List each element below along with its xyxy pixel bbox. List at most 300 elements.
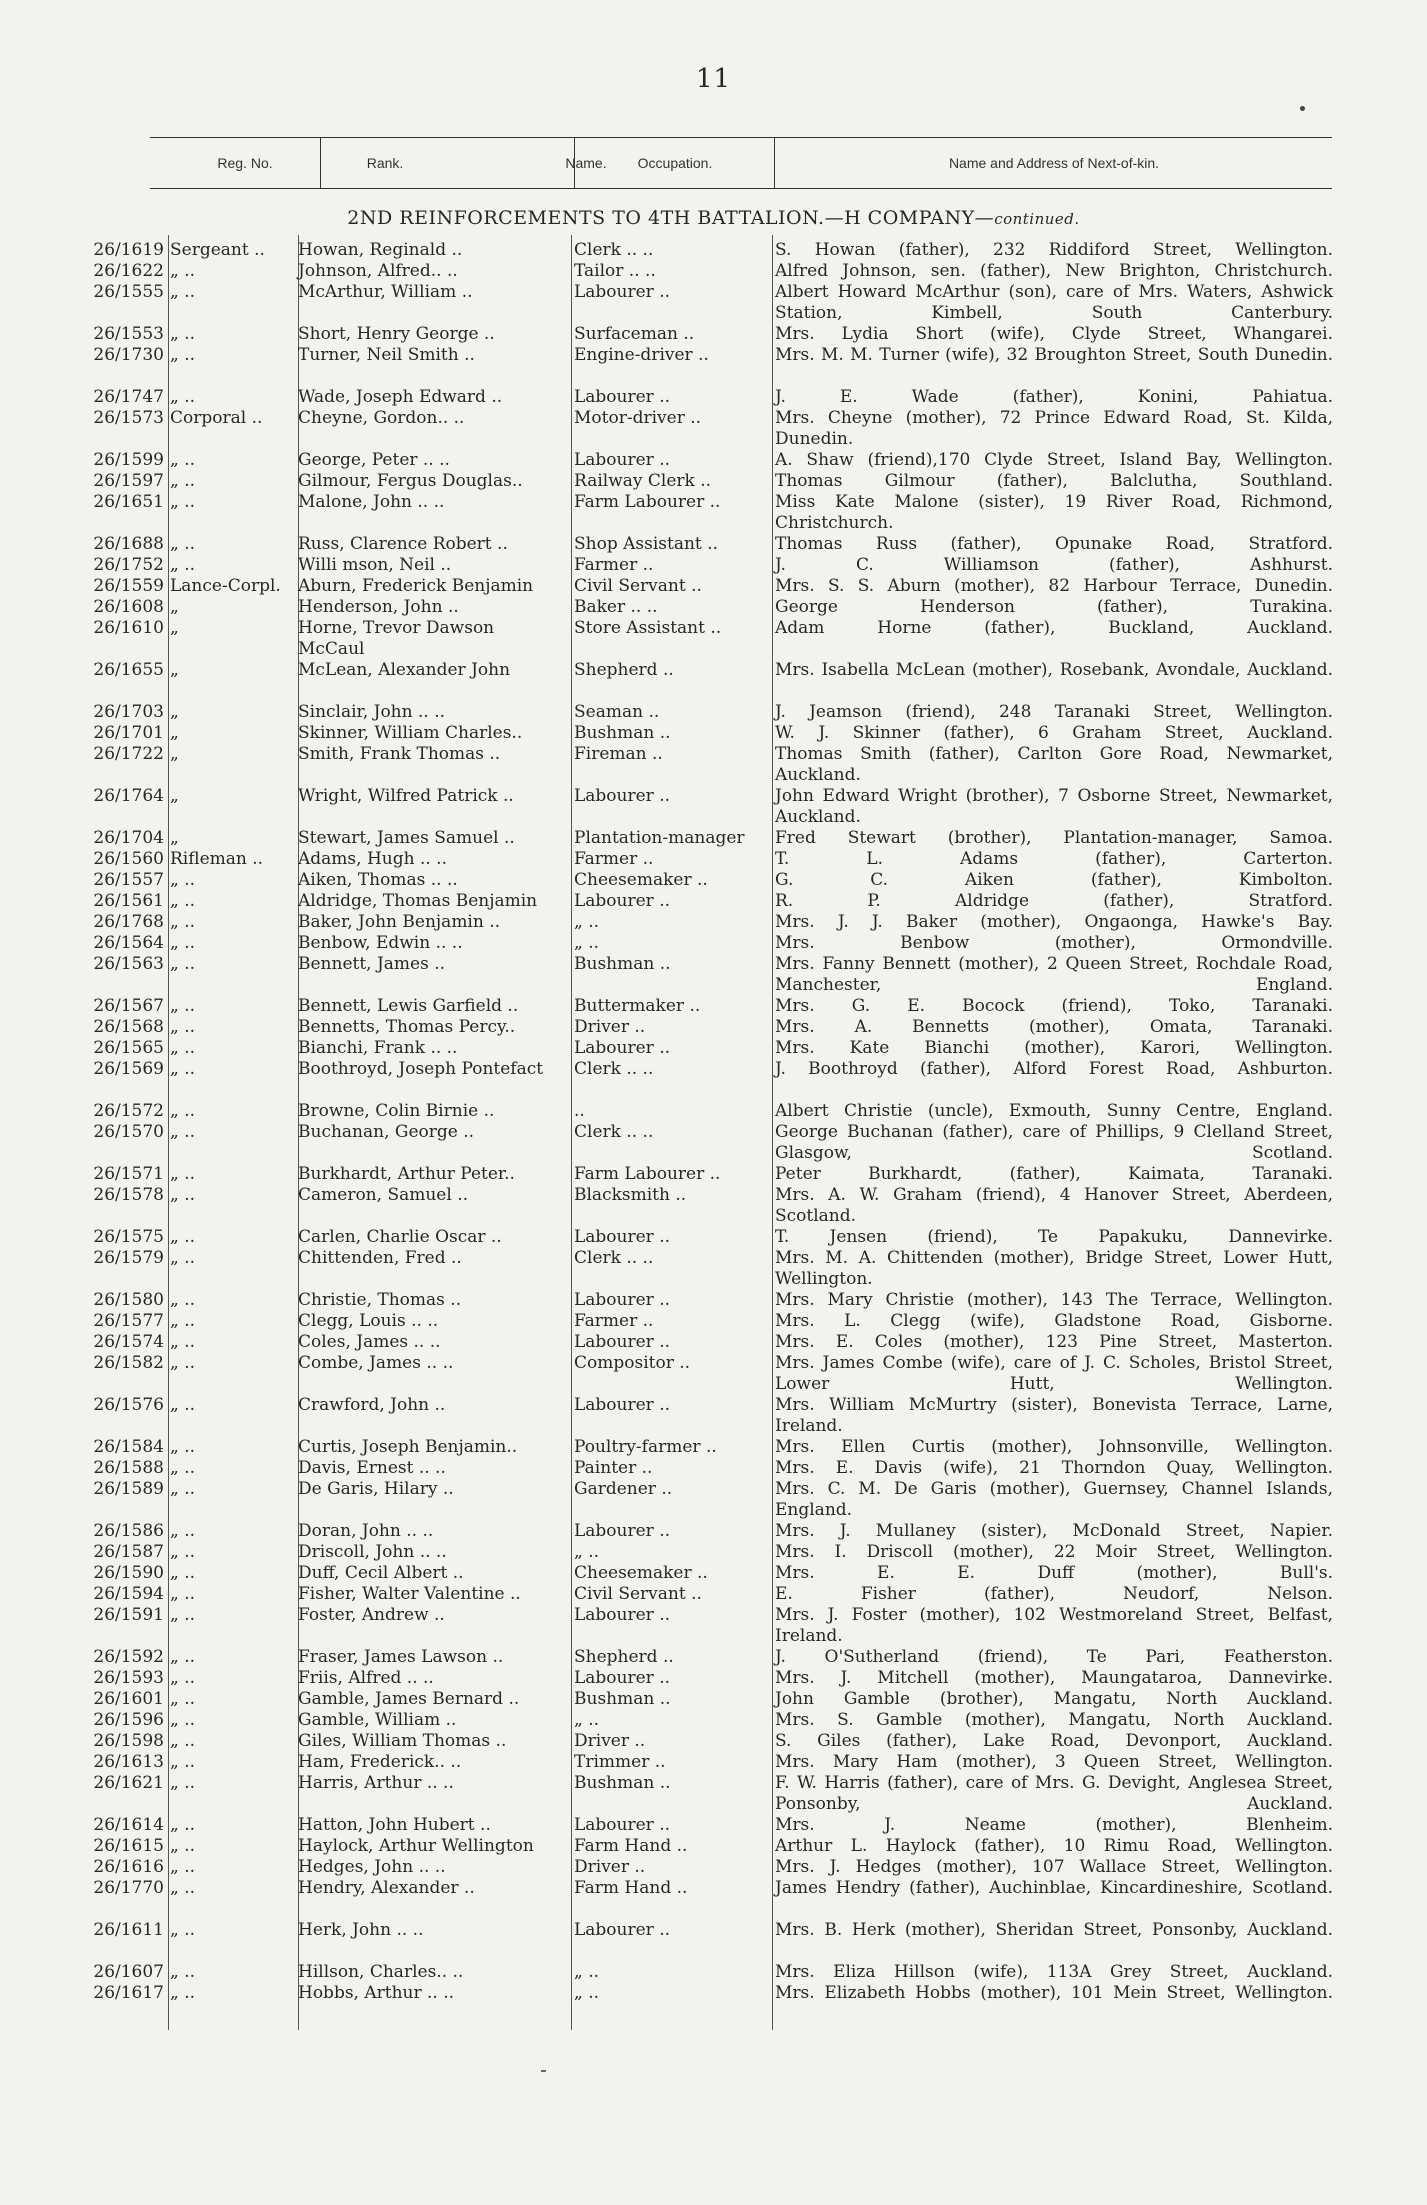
cell-name: Wade, Joseph Edward ..: [298, 387, 503, 407]
cell-reg-no: 26/1577: [93, 1311, 164, 1331]
cell-next-of-kin: Mrs. J. Neame (mother), Blenheim.: [775, 1815, 1333, 1835]
cell-reg-no: 26/1591: [93, 1605, 164, 1625]
cell-name: Russ, Clarence Robert ..: [298, 534, 508, 554]
cell-occupation: Seaman ..: [574, 702, 660, 722]
cell-name: George, Peter .. ..: [298, 450, 450, 470]
cell-reg-no: 26/1576: [93, 1395, 164, 1415]
cell-next-of-kin: Mrs. Elizabeth Hobbs (mother), 101 Mein Street, Wellington.: [775, 1983, 1333, 2003]
cell-name: Harris, Arthur .. ..: [298, 1773, 454, 1793]
cell-next-of-kin: John Edward Wright (brother), 7 Osborne Street, Newmarket, Auckland.: [775, 786, 1333, 827]
cell-occupation: Bushman ..: [574, 954, 671, 974]
cell-name: Fisher, Walter Valentine ..: [298, 1584, 521, 1604]
cell-reg-no: 26/1557: [93, 870, 164, 890]
cell-occupation: Driver ..: [574, 1857, 646, 1877]
cell-occupation: „ ..: [574, 1962, 600, 1982]
header-name: Name.: [565, 155, 607, 171]
cell-rank: „ ..: [170, 1437, 196, 1457]
cell-occupation: Labourer ..: [574, 450, 671, 470]
cell-rank: „ ..: [170, 1164, 196, 1184]
cell-name: Willi mson, Neil ..: [298, 555, 452, 575]
cell-rank: „ ..: [170, 555, 196, 575]
cell-reg-no: 26/1619: [93, 240, 164, 260]
cell-rank: „ ..: [170, 1311, 196, 1331]
header-spacer: [150, 138, 170, 188]
cell-name: Giles, William Thomas ..: [298, 1731, 507, 1751]
cell-next-of-kin: Mrs. Kate Bianchi (mother), Karori, Wellington.: [775, 1038, 1333, 1058]
cell-rank: „ ..: [170, 282, 196, 302]
cell-next-of-kin: J. O'Sutherland (friend), Te Pari, Featherston.: [775, 1647, 1333, 1667]
cell-reg-no: 26/1553: [93, 324, 164, 344]
cell-rank: „ ..: [170, 1647, 196, 1667]
cell-rank: „: [170, 723, 179, 743]
cell-rank: „ ..: [170, 1290, 196, 1310]
cell-next-of-kin: T. Jensen (friend), Te Papakuku, Dannevirke.: [775, 1227, 1333, 1247]
cell-rank: „ ..: [170, 261, 196, 281]
cell-rank: „ ..: [170, 1815, 196, 1835]
header-occupation: Occupation.: [574, 138, 775, 188]
cell-name: Herk, John .. ..: [298, 1920, 424, 1940]
cell-rank: „ ..: [170, 1668, 196, 1688]
cell-occupation: Labourer ..: [574, 387, 671, 407]
cell-next-of-kin: Thomas Gilmour (father), Balclutha, Southland.: [775, 471, 1333, 491]
cell-reg-no: 26/1730: [93, 345, 164, 365]
cell-name: Sinclair, John .. ..: [298, 702, 445, 722]
cell-next-of-kin: Mrs. Mary Ham (mother), 3 Queen Street, Wellington.: [775, 1752, 1333, 1772]
cell-next-of-kin: Mrs. William McMurtry (sister), Bonevista Terrace, Larne, Ireland.: [775, 1395, 1333, 1436]
cell-occupation: Labourer ..: [574, 1668, 671, 1688]
cell-next-of-kin: Mrs. Ellen Curtis (mother), Johnsonville, Wellington.: [775, 1437, 1333, 1457]
cell-next-of-kin: Miss Kate Malone (sister), 19 River Road, Richmond, Christchurch.: [775, 492, 1333, 533]
cell-next-of-kin: Mrs. J. Hedges (mother), 107 Wallace Street, Wellington.: [775, 1857, 1333, 1877]
cell-rank: „ ..: [170, 1059, 196, 1079]
cell-occupation: Clerk .. ..: [574, 1059, 654, 1079]
cell-name: McArthur, William ..: [298, 282, 473, 302]
cell-occupation: Poultry-farmer ..: [574, 1437, 717, 1457]
cell-occupation: Bushman ..: [574, 1689, 671, 1709]
cell-reg-no: 26/1610: [93, 618, 164, 638]
cell-rank: „ ..: [170, 996, 196, 1016]
cell-rank: „ ..: [170, 1395, 196, 1415]
header-next-of-kin: Name and Address of Next-of-kin.: [774, 138, 1333, 188]
cell-occupation: „ ..: [574, 912, 600, 932]
cell-occupation: Clerk .. ..: [574, 240, 654, 260]
cell-reg-no: 26/1596: [93, 1710, 164, 1730]
cell-reg-no: 26/1615: [93, 1836, 164, 1856]
cell-reg-no: 26/1607: [93, 1962, 164, 1982]
cell-reg-no: 26/1578: [93, 1185, 164, 1205]
cell-rank: „ ..: [170, 1857, 196, 1877]
cell-next-of-kin: T. L. Adams (father), Carterton.: [775, 849, 1333, 869]
cell-next-of-kin: Mrs. E. E. Duff (mother), Bull's.: [775, 1563, 1333, 1583]
cell-occupation: Driver ..: [574, 1017, 646, 1037]
cell-reg-no: 26/1586: [93, 1521, 164, 1541]
cell-rank: „ ..: [170, 933, 196, 953]
cell-next-of-kin: Albert Christie (uncle), Exmouth, Sunny Centre, England.: [775, 1101, 1333, 1121]
cell-occupation: Labourer ..: [574, 1395, 671, 1415]
cell-occupation: Farm Hand ..: [574, 1836, 688, 1856]
cell-next-of-kin: Mrs. M. A. Chittenden (mother), Bridge Street, Lower Hutt, Wellington.: [775, 1248, 1333, 1289]
cell-name: Aldridge, Thomas Benjamin: [298, 891, 538, 911]
cell-next-of-kin: Mrs. Eliza Hillson (wife), 113A Grey Street, Auckland.: [775, 1962, 1333, 1982]
cell-name: Foster, Andrew ..: [298, 1605, 445, 1625]
cell-reg-no: 26/1573: [93, 408, 164, 428]
cell-occupation: Civil Servant ..: [574, 1584, 702, 1604]
cell-reg-no: 26/1722: [93, 744, 164, 764]
cell-name: Gilmour, Fergus Douglas..: [298, 471, 523, 491]
cell-name: Boothroyd, Joseph Pontefact: [298, 1059, 544, 1079]
cell-reg-no: 26/1703: [93, 702, 164, 722]
cell-name: Stewart, James Samuel ..: [298, 828, 515, 848]
cell-next-of-kin: Adam Horne (father), Buckland, Auckland.: [775, 618, 1333, 638]
cell-name: Henderson, John ..: [298, 597, 459, 617]
cell-reg-no: 26/1651: [93, 492, 164, 512]
page-number: 11: [695, 64, 732, 94]
cell-next-of-kin: George Buchanan (father), care of Phillips, 9 Clelland Street, Glasgow, Scotland.: [775, 1122, 1333, 1163]
cell-rank: „: [170, 618, 179, 638]
cell-name: Baker, John Benjamin ..: [298, 912, 501, 932]
cell-next-of-kin: Mrs. S. Gamble (mother), Mangatu, North Auckland.: [775, 1710, 1333, 1730]
cell-rank: „ ..: [170, 954, 196, 974]
cell-occupation: Store Assistant ..: [574, 618, 722, 638]
cell-occupation: Labourer ..: [574, 891, 671, 911]
cell-reg-no: 26/1614: [93, 1815, 164, 1835]
cell-next-of-kin: Mrs. James Combe (wife), care of J. C. Scholes, Bristol Street, Lower Hutt, Wellington.: [775, 1353, 1333, 1394]
cell-name: Coles, James .. ..: [298, 1332, 441, 1352]
cell-name: Gamble, James Bernard ..: [298, 1689, 520, 1709]
cell-reg-no: 26/1598: [93, 1731, 164, 1751]
cell-occupation: Shepherd ..: [574, 1647, 674, 1667]
cell-rank: „: [170, 828, 179, 848]
cell-next-of-kin: Albert Howard McArthur (son), care of Mrs. Waters, Ashwick Station, Kimbell, South Canterbury.: [775, 282, 1333, 323]
cell-reg-no: 26/1599: [93, 450, 164, 470]
cell-rank: „ ..: [170, 1878, 196, 1898]
cell-occupation: „ ..: [574, 1983, 600, 2003]
cell-next-of-kin: Fred Stewart (brother), Plantation-manager, Samoa.: [775, 828, 1333, 848]
cell-rank: „ ..: [170, 870, 196, 890]
cell-rank: „ ..: [170, 1248, 196, 1268]
cell-next-of-kin: Mrs. I. Driscoll (mother), 22 Moir Street, Wellington.: [775, 1542, 1333, 1562]
cell-reg-no: 26/1572: [93, 1101, 164, 1121]
cell-rank: „ ..: [170, 1962, 196, 1982]
cell-rank: „ ..: [170, 912, 196, 932]
cell-next-of-kin: Thomas Russ (father), Opunake Road, Stratford.: [775, 534, 1333, 554]
cell-next-of-kin: R. P. Aldridge (father), Stratford.: [775, 891, 1333, 911]
cell-reg-no: 26/1560: [93, 849, 164, 869]
cell-occupation: Baker .. ..: [574, 597, 658, 617]
cell-name: Smith, Frank Thomas ..: [298, 744, 501, 764]
cell-name: Turner, Neil Smith ..: [298, 345, 475, 365]
cell-reg-no: 26/1764: [93, 786, 164, 806]
cell-rank: „: [170, 702, 179, 722]
cell-rank: „ ..: [170, 1122, 196, 1142]
cell-next-of-kin: Mrs. A. Bennetts (mother), Omata, Taranaki.: [775, 1017, 1333, 1037]
cell-occupation: Tailor .. ..: [574, 261, 656, 281]
cell-reg-no: 26/1592: [93, 1647, 164, 1667]
cell-rank: „ ..: [170, 1479, 196, 1499]
cell-next-of-kin: Mrs. A. W. Graham (friend), 4 Hanover Street, Aberdeen, Scotland.: [775, 1185, 1333, 1226]
cell-occupation: Civil Servant ..: [574, 576, 702, 596]
cell-name: Cameron, Samuel ..: [298, 1185, 468, 1205]
cell-rank: „ ..: [170, 1458, 196, 1478]
cell-next-of-kin: J. Boothroyd (father), Alford Forest Road, Ashburton.: [775, 1059, 1333, 1079]
cell-next-of-kin: A. Shaw (friend),170 Clyde Street, Island Bay, Wellington.: [775, 450, 1333, 470]
cell-occupation: Shepherd ..: [574, 660, 674, 680]
cell-occupation: Labourer ..: [574, 1815, 671, 1835]
cell-rank: „ ..: [170, 891, 196, 911]
cell-rank: „ ..: [170, 1332, 196, 1352]
cell-occupation: ..: [574, 1101, 585, 1121]
cell-rank: „ ..: [170, 1689, 196, 1709]
cell-rank: „ ..: [170, 492, 196, 512]
cell-occupation: „ ..: [574, 1542, 600, 1562]
cell-next-of-kin: G. C. Aiken (father), Kimbolton.: [775, 870, 1333, 890]
cell-occupation: Farmer ..: [574, 1311, 654, 1331]
cell-next-of-kin: Mrs. J. J. Baker (mother), Ongaonga, Hawke's Bay.: [775, 912, 1333, 932]
cell-occupation: Buttermaker ..: [574, 996, 701, 1016]
cell-occupation: Farmer ..: [574, 555, 654, 575]
cell-rank: „ ..: [170, 345, 196, 365]
header-rank: Rank.: [320, 138, 449, 188]
cell-name: Hedges, John .. ..: [298, 1857, 446, 1877]
cell-occupation: Labourer ..: [574, 1038, 671, 1058]
cell-rank: „: [170, 786, 179, 806]
cell-rank: „ ..: [170, 1353, 196, 1373]
cell-next-of-kin: George Henderson (father), Turakina.: [775, 597, 1333, 617]
cell-rank: „ ..: [170, 1920, 196, 1940]
cell-name: Burkhardt, Arthur Peter..: [298, 1164, 515, 1184]
cell-reg-no: 26/1567: [93, 996, 164, 1016]
cell-reg-no: 26/1597: [93, 471, 164, 491]
cell-rank: „ ..: [170, 1836, 196, 1856]
cell-rank: „ ..: [170, 1017, 196, 1037]
cell-next-of-kin: F. W. Harris (father), care of Mrs. G. Devight, Anglesea Street, Ponsonby, Auckland.: [775, 1773, 1333, 1814]
cell-name: Howan, Reginald ..: [298, 240, 463, 260]
cell-rank: „ ..: [170, 1542, 196, 1562]
cell-rank: Sergeant ..: [170, 240, 265, 260]
cell-name: Gamble, William ..: [298, 1710, 457, 1730]
cell-next-of-kin: Mrs. S. S. Aburn (mother), 82 Harbour Terrace, Dunedin.: [775, 576, 1333, 596]
cell-next-of-kin: J. Jeamson (friend), 248 Taranaki Street, Wellington.: [775, 702, 1333, 722]
column-rule-rank: [168, 235, 169, 2030]
cell-occupation: Farm Labourer ..: [574, 492, 721, 512]
cell-rank: „ ..: [170, 1563, 196, 1583]
cell-name: Doran, John .. ..: [298, 1521, 434, 1541]
cell-occupation: Blacksmith ..: [574, 1185, 687, 1205]
cell-rank: Lance-Corpl.: [170, 576, 281, 596]
cell-reg-no: 26/1590: [93, 1563, 164, 1583]
cell-reg-no: 26/1747: [93, 387, 164, 407]
cell-reg-no: 26/1555: [93, 282, 164, 302]
cell-occupation: Bushman ..: [574, 723, 671, 743]
cell-next-of-kin: J. E. Wade (father), Konini, Pahiatua.: [775, 387, 1333, 407]
cell-next-of-kin: J. C. Williamson (father), Ashhurst.: [775, 555, 1333, 575]
cell-rank: „ ..: [170, 1710, 196, 1730]
cell-name: Hatton, John Hubert ..: [298, 1815, 491, 1835]
cell-reg-no: 26/1701: [93, 723, 164, 743]
cell-occupation: Labourer ..: [574, 786, 671, 806]
cell-name: Haylock, Arthur Wellington: [298, 1836, 534, 1856]
cell-reg-no: 26/1688: [93, 534, 164, 554]
cell-reg-no: 26/1587: [93, 1542, 164, 1562]
cell-reg-no: 26/1768: [93, 912, 164, 932]
cell-name: Clegg, Louis .. ..: [298, 1311, 439, 1331]
cell-reg-no: 26/1563: [93, 954, 164, 974]
cell-occupation: Labourer ..: [574, 282, 671, 302]
cell-name: Hobbs, Arthur .. ..: [298, 1983, 455, 2003]
cell-occupation: Driver ..: [574, 1731, 646, 1751]
cell-reg-no: 26/1571: [93, 1164, 164, 1184]
cell-rank: Corporal ..: [170, 408, 263, 428]
cell-next-of-kin: Thomas Smith (father), Carlton Gore Road, Newmarket, Auckland.: [775, 744, 1333, 785]
cell-next-of-kin: Peter Burkhardt, (father), Kaimata, Taranaki.: [775, 1164, 1333, 1184]
cell-reg-no: 26/1579: [93, 1248, 164, 1268]
cell-occupation: Labourer ..: [574, 1332, 671, 1352]
cell-reg-no: 26/1584: [93, 1437, 164, 1457]
cell-reg-no: 26/1611: [93, 1920, 164, 1940]
cell-name: Friis, Alfred .. ..: [298, 1668, 434, 1688]
cell-occupation: Labourer ..: [574, 1920, 671, 1940]
cell-reg-no: 26/1569: [93, 1059, 164, 1079]
cell-occupation: Labourer ..: [574, 1521, 671, 1541]
cell-reg-no: 26/1568: [93, 1017, 164, 1037]
cell-occupation: Labourer ..: [574, 1227, 671, 1247]
cell-name: Curtis, Joseph Benjamin..: [298, 1437, 518, 1457]
cell-reg-no: 26/1589: [93, 1479, 164, 1499]
cell-name: McLean, Alexander John: [298, 660, 511, 680]
cell-occupation: Painter ..: [574, 1458, 653, 1478]
cell-reg-no: 26/1622: [93, 261, 164, 281]
cell-rank: „ ..: [170, 1101, 196, 1121]
cell-reg-no: 26/1613: [93, 1752, 164, 1772]
cell-occupation: Cheesemaker ..: [574, 870, 708, 890]
cell-occupation: Compositor ..: [574, 1353, 691, 1373]
cell-next-of-kin: Mrs. Cheyne (mother), 72 Prince Edward Road, St. Kilda, Dunedin.: [775, 408, 1333, 449]
cell-next-of-kin: Mrs. Benbow (mother), Ormondville.: [775, 933, 1333, 953]
cell-occupation: Clerk .. ..: [574, 1248, 654, 1268]
cell-occupation: Gardener ..: [574, 1479, 673, 1499]
cell-name: Skinner, William Charles..: [298, 723, 523, 743]
cell-name: Carlen, Charlie Oscar ..: [298, 1227, 502, 1247]
cell-rank: „ ..: [170, 324, 196, 344]
cell-rank: „ ..: [170, 450, 196, 470]
cell-next-of-kin: Mrs. E. Coles (mother), 123 Pine Street, Masterton.: [775, 1332, 1333, 1352]
cell-occupation: Clerk .. ..: [574, 1122, 654, 1142]
cell-next-of-kin: Mrs. Mary Christie (mother), 143 The Terrace, Wellington.: [775, 1290, 1333, 1310]
cell-name: Hendry, Alexander ..: [298, 1878, 475, 1898]
cell-reg-no: 26/1601: [93, 1689, 164, 1709]
column-rule-next-of-kin: [772, 235, 773, 2030]
section-title-main: 2ND REINFORCEMENTS TO 4TH BATTALION.—H COMPANY—: [347, 207, 995, 229]
cell-name: Fraser, James Lawson ..: [298, 1647, 504, 1667]
cell-name: Bennetts, Thomas Percy..: [298, 1017, 516, 1037]
section-title-continued: continued.: [994, 210, 1080, 228]
cell-name: Horne, Trevor Dawson McCaul: [298, 618, 495, 659]
cell-occupation: Farm Labourer ..: [574, 1164, 721, 1184]
cell-reg-no: 26/1655: [93, 660, 164, 680]
cell-next-of-kin: S. Howan (father), 232 Riddiford Street, Wellington.: [775, 240, 1333, 260]
cell-name: De Garis, Hilary ..: [298, 1479, 454, 1499]
cell-next-of-kin: Mrs. J. Mullaney (sister), McDonald Street, Napier.: [775, 1521, 1333, 1541]
cell-name: Ham, Frederick.. ..: [298, 1752, 462, 1772]
cell-occupation: „ ..: [574, 1710, 600, 1730]
cell-name: Browne, Colin Birnie ..: [298, 1101, 495, 1121]
cell-name: Short, Henry George ..: [298, 324, 495, 344]
cell-next-of-kin: Mrs. M. M. Turner (wife), 32 Broughton Street, South Dunedin.: [775, 345, 1333, 365]
cell-next-of-kin: E. Fisher (father), Neudorf, Nelson.: [775, 1584, 1333, 1604]
cell-occupation: Fireman ..: [574, 744, 663, 764]
cell-name: Bennett, Lewis Garfield ..: [298, 996, 519, 1016]
cell-occupation: Farmer ..: [574, 849, 654, 869]
cell-reg-no: 26/1561: [93, 891, 164, 911]
cell-next-of-kin: Mrs. Isabella McLean (mother), Rosebank, Avondale, Auckland.: [775, 660, 1333, 680]
cell-name: Johnson, Alfred.. ..: [298, 261, 458, 281]
cell-occupation: Farm Hand ..: [574, 1878, 688, 1898]
cell-name: Crawford, John ..: [298, 1395, 446, 1415]
cell-rank: „ ..: [170, 1227, 196, 1247]
cell-next-of-kin: Mrs. E. Davis (wife), 21 Thorndon Quay, Wellington.: [775, 1458, 1333, 1478]
cell-rank: „ ..: [170, 1773, 196, 1793]
cell-reg-no: 26/1752: [93, 555, 164, 575]
cell-rank: „: [170, 660, 179, 680]
cell-rank: „ ..: [170, 534, 196, 554]
cell-next-of-kin: S. Giles (father), Lake Road, Devonport, Auckland.: [775, 1731, 1333, 1751]
cell-rank: „ ..: [170, 387, 196, 407]
cell-next-of-kin: Mrs. G. E. Bocock (friend), Toko, Taranaki.: [775, 996, 1333, 1016]
cell-name: Duff, Cecil Albert ..: [298, 1563, 464, 1583]
cell-rank: „ ..: [170, 1185, 196, 1205]
cell-rank: „ ..: [170, 1731, 196, 1751]
cell-rank: „: [170, 744, 179, 764]
header-reg-no: Reg. No.: [217, 155, 273, 171]
cell-next-of-kin: Mrs. B. Herk (mother), Sheridan Street, Ponsonby, Auckland.: [775, 1920, 1333, 1940]
cell-occupation: Shop Assistant ..: [574, 534, 718, 554]
bottom-mark: [541, 2070, 546, 2072]
cell-rank: „ ..: [170, 471, 196, 491]
cell-next-of-kin: W. J. Skinner (father), 6 Graham Street, Auckland.: [775, 723, 1333, 743]
cell-rank: „ ..: [170, 1038, 196, 1058]
cell-reg-no: 26/1574: [93, 1332, 164, 1352]
cell-reg-no: 26/1570: [93, 1122, 164, 1142]
cell-name: Aiken, Thomas .. ..: [298, 870, 458, 890]
cell-reg-no: 26/1564: [93, 933, 164, 953]
cell-occupation: Surfaceman ..: [574, 324, 695, 344]
cell-rank: „ ..: [170, 1521, 196, 1541]
cell-name: Bianchi, Frank .. ..: [298, 1038, 458, 1058]
cell-name: Hillson, Charles.. ..: [298, 1962, 464, 1982]
cell-reg-no: 26/1617: [93, 1983, 164, 2003]
cell-name: Cheyne, Gordon.. ..: [298, 408, 465, 428]
cell-name: Benbow, Edwin .. ..: [298, 933, 463, 953]
cell-name: Buchanan, George ..: [298, 1122, 475, 1142]
cell-reg-no: 26/1580: [93, 1290, 164, 1310]
cell-reg-no: 26/1575: [93, 1227, 164, 1247]
section-title: [0, 207, 1427, 229]
cell-reg-no: 26/1621: [93, 1773, 164, 1793]
cell-occupation: „ ..: [574, 933, 600, 953]
cell-occupation: Plantation-manager: [574, 828, 745, 848]
cell-occupation: Labourer ..: [574, 1605, 671, 1625]
cell-reg-no: 26/1770: [93, 1878, 164, 1898]
cell-next-of-kin: Alfred Johnson, sen. (father), New Brighton, Christchurch.: [775, 261, 1333, 281]
cell-name: Adams, Hugh .. ..: [298, 849, 447, 869]
cell-name: Driscoll, John .. ..: [298, 1542, 447, 1562]
cell-occupation: Labourer ..: [574, 1290, 671, 1310]
cell-occupation: Railway Clerk ..: [574, 471, 712, 491]
cell-name: Aburn, Frederick Benjamin: [298, 576, 534, 596]
cell-rank: „ ..: [170, 1605, 196, 1625]
cell-name: Davis, Ernest .. ..: [298, 1458, 446, 1478]
printer-dot: [1300, 106, 1305, 111]
